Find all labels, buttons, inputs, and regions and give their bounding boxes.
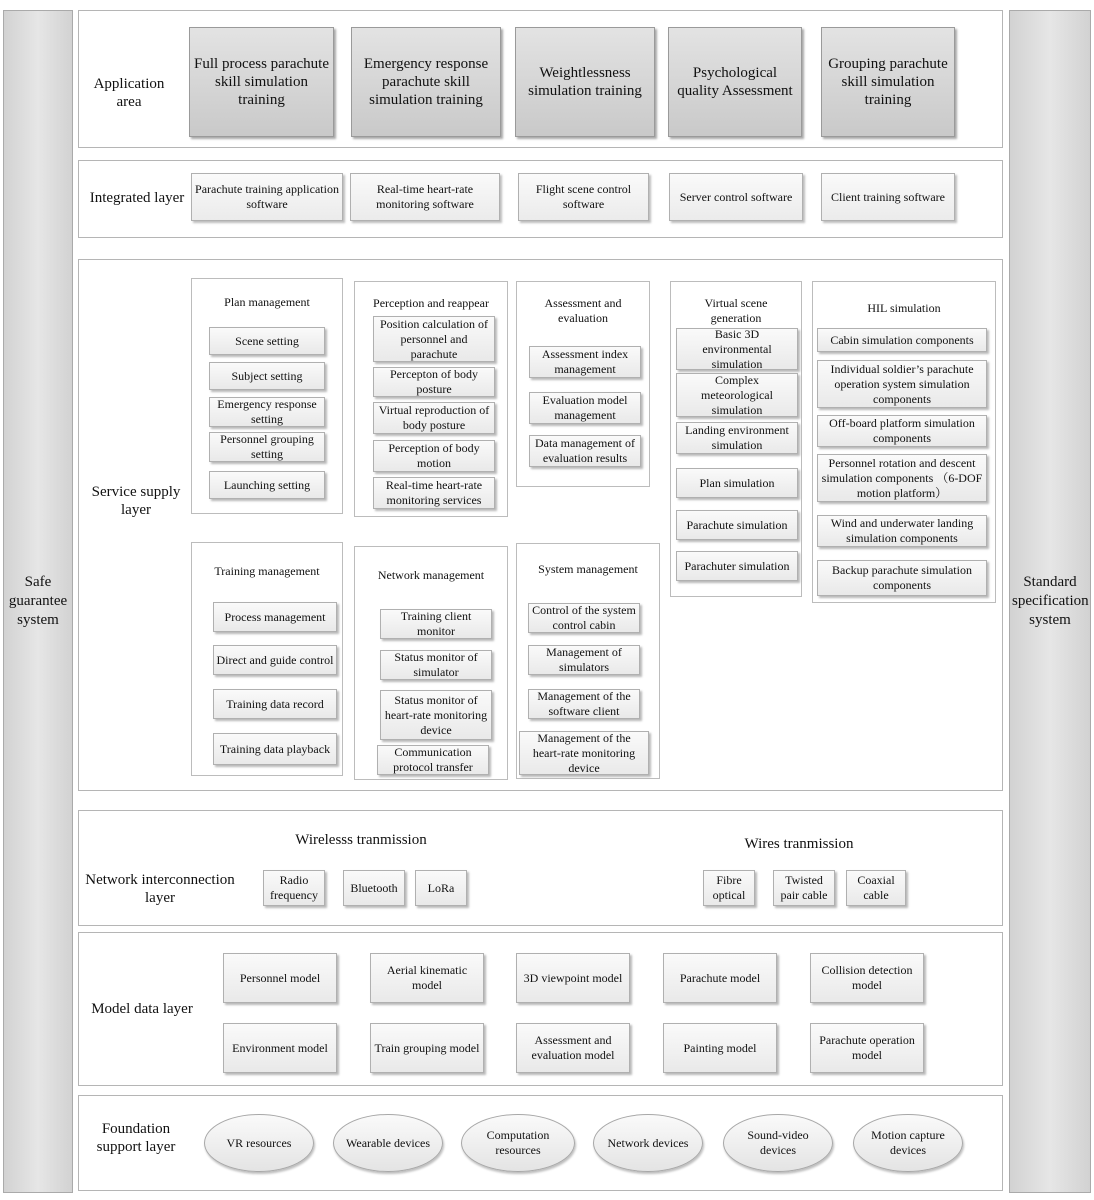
app-full-process-training: Full process parachute skill simulation training [189, 27, 334, 137]
group-system-management [516, 543, 660, 779]
service-item: Cabin simulation components [817, 328, 987, 352]
service-item: Data management of evaluation results [529, 435, 641, 467]
service-item: Plan simulation [676, 468, 798, 498]
standard-specification-label: Standard specification system [1012, 574, 1089, 628]
service-item: Landing environment simulation [676, 422, 798, 454]
service-item: Parachute simulation [676, 510, 798, 540]
service-item: Wind and underwater landing simulation components [817, 515, 987, 547]
integrated-client-training-software: Client training software [821, 173, 955, 221]
safe-guarantee-label: Safe guarantee system [8, 574, 68, 628]
service-supply-layer [78, 259, 1003, 791]
group-network-management [354, 546, 508, 780]
computation-resources-ellipse: Computation resources [461, 1114, 575, 1172]
service-item: Basic 3D environmental simulation [676, 328, 798, 370]
standard-specification-system-pillar [1009, 10, 1091, 1193]
lora-box: LoRa [415, 870, 467, 906]
group-plan-management [191, 278, 343, 514]
integrated-heart-rate-software: Real-time heart-rate monitoring software [350, 173, 500, 221]
group-title: Perception and reappear [373, 296, 489, 310]
group-hil-simulation [812, 281, 996, 603]
group-assessment-evaluation [516, 281, 650, 487]
service-item: Training data record [213, 689, 337, 719]
environment-model-box: Environment model [223, 1023, 337, 1073]
bluetooth-box: Bluetooth [343, 870, 405, 906]
model-data-layer [78, 932, 1003, 1086]
service-item: Control of the system control cabin [528, 603, 640, 633]
service-item: Launching setting [209, 471, 325, 499]
parachute-model-box: Parachute model [663, 953, 777, 1003]
parachute-operation-model-box: Parachute operation model [810, 1023, 924, 1073]
group-virtual-scene-generation [670, 281, 802, 597]
group-title: HIL simulation [867, 301, 941, 315]
group-title: System management [538, 562, 638, 576]
service-item: Virtual reproduction of body posture [373, 402, 495, 434]
service-item: Off-board platform simulation components [817, 415, 987, 447]
app-emergency-response-training: Emergency response parachute skill simulation training [351, 27, 501, 137]
wearable-devices-ellipse: Wearable devices [333, 1114, 443, 1172]
twisted-pair-box: Twisted pair cable [773, 870, 835, 906]
service-item: Status monitor of simulator [380, 650, 492, 680]
model-data-label: Model data layer [91, 1001, 193, 1017]
integrated-layer-label: Integrated layer [89, 190, 185, 206]
service-item: Backup parachute simulation components [817, 560, 987, 596]
integrated-flight-scene-software: Flight scene control software [518, 173, 649, 221]
integrated-layer [78, 160, 1003, 238]
service-item: Training client monitor [380, 609, 492, 639]
service-item: Management of the software client [528, 689, 640, 719]
service-item: Position calculation of personnel and parachute [373, 316, 495, 362]
foundation-support-layer [78, 1095, 1003, 1191]
service-item: Subject setting [209, 362, 325, 390]
service-item: Assessment index management [529, 346, 641, 378]
sound-video-devices-ellipse: Sound-video devices [723, 1114, 833, 1172]
group-perception-reappear [354, 281, 508, 517]
service-item: Percepton of body posture [373, 367, 495, 397]
service-item: Parachuter simulation [676, 551, 798, 581]
network-devices-ellipse: Network devices [593, 1114, 703, 1172]
service-item: Training data playback [213, 733, 337, 765]
viewpoint-model-box: 3D viewpoint model [516, 953, 630, 1003]
service-item: Management of simulators [528, 645, 640, 675]
motion-capture-devices-ellipse: Motion capture devices [853, 1114, 963, 1172]
group-training-management [191, 542, 343, 776]
integrated-server-control-software: Server control software [669, 173, 803, 221]
service-item: Emergency response setting [209, 397, 325, 427]
assessment-evaluation-model-box: Assessment and evaluation model [516, 1023, 630, 1073]
application-area-label: Application area [93, 76, 165, 110]
service-item: Process management [213, 602, 337, 632]
service-item: Personnel rotation and descent simulation components （6-DOF motion platform） [817, 454, 987, 502]
service-item: Personnel grouping setting [209, 432, 325, 462]
train-grouping-model-box: Train grouping model [370, 1023, 484, 1073]
vr-resources-ellipse: VR resources [204, 1114, 314, 1172]
service-item: Evaluation model management [529, 392, 641, 424]
service-item: Communication protocol transfer [377, 745, 489, 775]
app-psychological-assessment: Psychological quality Assessment [668, 27, 802, 137]
network-interconnection-layer [78, 810, 1003, 926]
safe-guarantee-system-pillar [3, 10, 73, 1193]
wires-transmission-heading: Wires tranmission [744, 836, 854, 852]
app-grouping-parachute-training: Grouping parachute skill simulation training [821, 27, 955, 137]
network-interconnection-label: Network interconnection layer [85, 872, 235, 906]
service-item: Complex meteorological simulation [676, 373, 798, 417]
service-item: Perception of body motion [373, 440, 495, 472]
radio-frequency-box: Radio frequency [263, 870, 325, 906]
service-supply-label: Service supply layer [91, 484, 181, 518]
integrated-parachute-training-software: Parachute training application software [191, 173, 343, 221]
aerial-kinematic-model-box: Aerial kinematic model [370, 953, 484, 1003]
service-item: Real-time heart-rate monitoring services [373, 477, 495, 509]
group-title: Training management [214, 564, 320, 578]
application-area-layer [78, 10, 1003, 148]
coaxial-cable-box: Coaxial cable [846, 870, 906, 906]
group-title: Plan management [224, 295, 310, 309]
foundation-support-label: Foundation support layer [96, 1121, 176, 1155]
app-weightlessness-training: Weightlessness simulation training [515, 27, 655, 137]
service-item: Scene setting [209, 327, 325, 355]
wireless-transmission-heading: Wirelesss tranmission [295, 832, 427, 848]
group-title: Network management [377, 568, 485, 582]
service-item: Status monitor of heart-rate monitoring device [380, 690, 492, 740]
painting-model-box: Painting model [663, 1023, 777, 1073]
service-item: Individual soldier’s parachute operation system simulation components [817, 360, 987, 408]
group-title: Virtual scene generation [704, 296, 768, 325]
service-item: Direct and guide control [213, 645, 337, 675]
collision-detection-model-box: Collision detection model [810, 953, 924, 1003]
group-title: Assessment and evaluation [544, 296, 622, 325]
fibre-optical-box: Fibre optical [703, 870, 755, 906]
personnel-model-box: Personnel model [223, 953, 337, 1003]
service-item: Management of the heart-rate monitoring device [519, 731, 649, 775]
